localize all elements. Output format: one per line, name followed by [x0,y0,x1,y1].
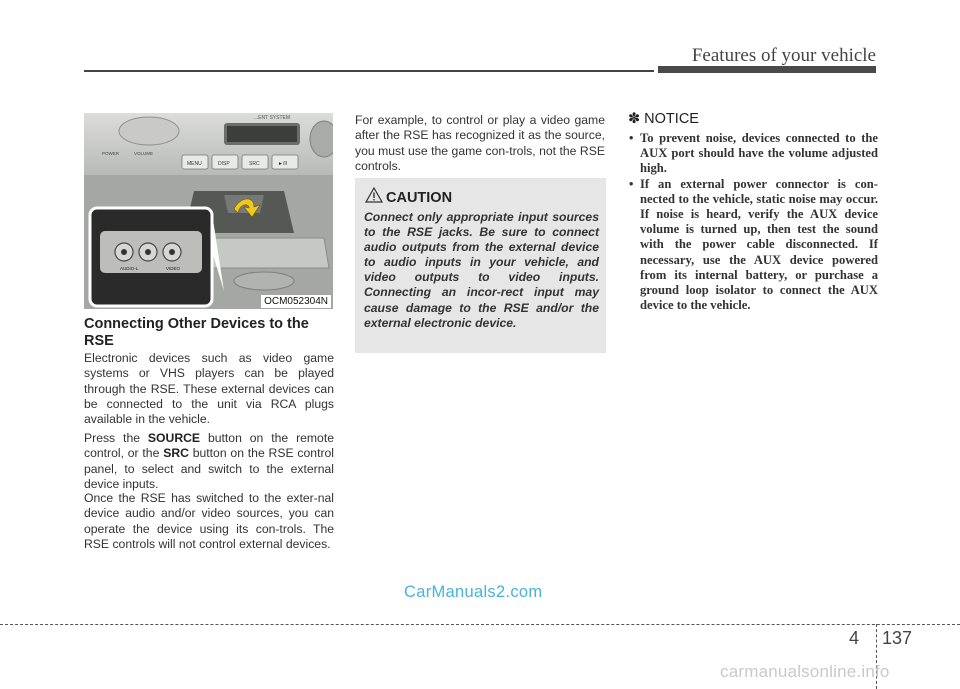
notice-list [628,131,878,313]
paragraph-switched: Once the RSE has switched to the exter-nal device audio and/or video sources, you can operate the device using its con-trols. The RSE controls will not control external devices. [84,491,334,551]
jack-audio-text: AUDIO-L [120,266,139,271]
paragraph-example: For example, to control or play a video game after the RSE has recognized it as the source, you must use the game con-trols, not the RSE controls. [355,113,605,173]
header-section-title: Features of your vehicle [691,45,876,66]
panel-volume-text: VOLUME [134,151,154,156]
paragraph-press-source [84,431,334,492]
para2-text-pre: Press the [84,431,148,445]
panel-play-text: ►/II [278,161,288,167]
header-rule [84,70,654,72]
notice-title: ✽ NOTICE [628,111,699,127]
src-button-label: SRC [163,446,189,461]
header-tab-bar [658,66,876,73]
section-title: Connecting Other Devices to the RSE [84,316,309,349]
caution-box [355,178,606,353]
source-button-label: SOURCE [147,431,201,445]
para2-text-mid: button on the remote control, or the [84,431,334,461]
rse-panel-illustration [84,113,333,309]
paragraph-devices: Electronic devices such as video game systems or VHS players can be played through the RSE. These external devices can be connected to the unit via RCA plugs available in the vehicle. [84,351,334,427]
warning-triangle-icon [365,187,383,203]
panel-power-text: POWER [102,151,120,156]
panel-menu-text: MENU [187,161,202,167]
panel-disp-text: DISP [218,161,230,167]
panel-system-text: ...ENT SYSTEM [254,115,291,121]
para2-text-post: button on the RSE control panel, to select and switch to the external device inputs. [84,446,334,491]
jack-video-text: VIDEO [166,266,181,271]
panel-src-text: SRC [249,161,260,167]
notice-item: • If an external power connector is con-nected to the vehicle, static noise may occur. If noise is heard, verify the AUX device volume is turned up, then test the sound with the power cable disconnected. If necessary, use the AUX device powered from its internal battery, or purchase a ground loop isolator to connect the AUX device to the vehicle. [628,177,878,314]
notice-item: • To prevent noise, devices connected to the AUX port should have the volume adjusted high. [628,131,878,177]
caution-body: Connect only appropriate input sources to the RSE jacks. Be sure to connect audio outputs from the external device to audio inputs in your vehicle, and video outputs to video inputs. Connecting an incor-rect input may cause damage to the RSE and/or the external electronic device. [364,210,599,330]
caution-title: CAUTION [386,190,453,206]
chapter-number: 4 [849,628,860,648]
figure-code-label: OCM052304N [261,295,331,308]
site-footer-text: carmanualsonline.info [720,662,890,681]
page-number: 137 [882,628,913,648]
watermark-text: CarManuals2.com [404,583,543,601]
footer-dashed-rule [0,624,960,625]
figure-photo [84,113,333,309]
